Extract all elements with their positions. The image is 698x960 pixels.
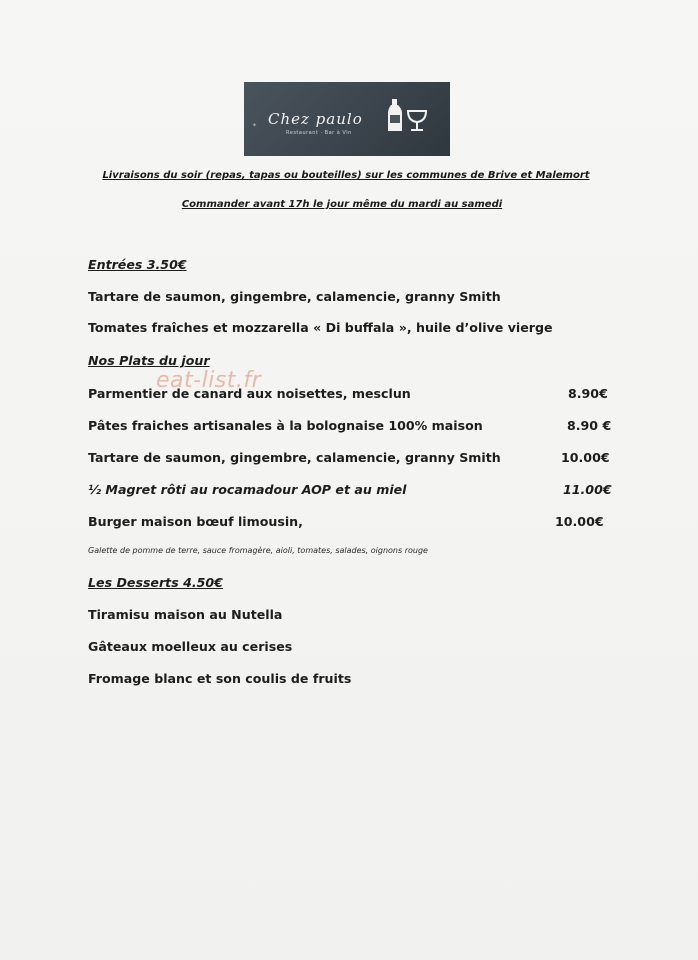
order-deadline-notice: Commander avant 17h le jour même du mardi au samedi [181,199,503,210]
plat-price: 10.00€ [561,450,610,465]
plat-item: Burger maison bœuf limousin, [88,514,303,529]
dessert-item: Tiramisu maison au Nutella [88,607,283,622]
burger-description: Galette de pomme de terre, sauce fromagère, aioli, tomates, salades, oignons rouge [88,546,428,555]
plat-item: Parmentier de canard aux noisettes, mesclun [88,386,411,401]
logo-name: Chez paulo [268,110,363,128]
plat-price: 8.90 € [567,418,612,433]
entree-item: Tartare de saumon, gingembre, calamencie, granny Smith [88,289,501,304]
plat-item: Pâtes fraiches artisanales à la bolognaise 100% maison [88,418,483,433]
plat-price: 10.00€ [555,514,604,529]
bottle-glass-icon [388,99,430,133]
logo-subtitle: Restaurant · Bar à Vin [286,130,352,136]
dessert-item: Gâteaux moelleux au cerises [88,639,293,654]
restaurant-logo [244,82,450,156]
dessert-item: Fromage blanc et son coulis de fruits [88,671,352,686]
delivery-notice: Livraisons du soir (repas, tapas ou bouteilles) sur les communes de Brive et Malemort [102,170,590,181]
plat-item: Tartare de saumon, gingembre, calamencie, granny Smith [88,450,501,465]
watermark: eat-list.fr [156,368,262,393]
entree-item: Tomates fraîches et mozzarella « Di buffala », huile d’olive vierge [88,320,553,335]
logo-star-icon: ✦ [252,122,258,129]
plat-item: ½ Magret rôti au rocamadour AOP et au miel [88,482,407,497]
plat-price: 11.00€ [563,482,612,497]
entrees-heading: Entrées 3.50€ [88,257,187,272]
desserts-heading: Les Desserts 4.50€ [88,575,223,590]
plat-price: 8.90€ [568,386,608,401]
plats-heading: Nos Plats du jour [88,353,210,368]
